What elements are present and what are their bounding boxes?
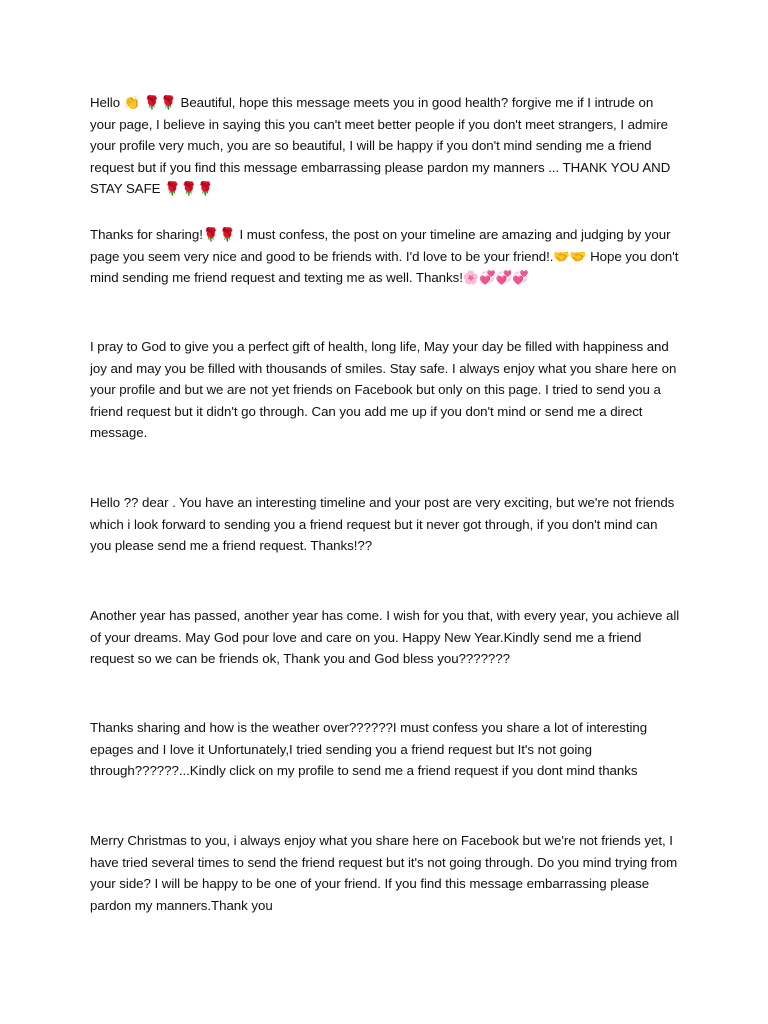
paragraph-3: I pray to God to give you a perfect gift of health, long life, May your day be filled with happiness and joy and may you be filled with thousands of smiles. Stay safe. I always enjoy what you share here on your profile and but we are not yet friends on Facebook but only on this page. I tried to send you a friend request but it didn't go through. Can you add me up if you don't mind or send me a direct message. bbox=[90, 339, 677, 440]
paragraph-4: Hello ?? dear . You have an interesting timeline and your post are very exciting, but we're not friends which i look forward to sending you a friend request but it never got through, if you don't mind can you please send me a friend request. Thanks!?? bbox=[90, 495, 675, 553]
paragraph-1: Hello 👏 🌹🌹 Beautiful, hope this message meets you in good health? forgive me if I intrude on your page, I believe in saying this you can't meet better people if you don't meet strangers, I admire your profile very much, you are so beautiful, I will be happy if you don't mind sending me a friend request but if you find this message embarrassing please pardon my manners ... THANK YOU AND STAY SAFE 🌹🌹🌹 bbox=[90, 95, 671, 196]
paragraph-6: Thanks sharing and how is the weather over??????I must confess you share a lot of interesting epages and I love it Unfortunately,I tried sending you a friend request but It's not going through??????...Kindly click on my profile to send me a friend request if you dont mind thanks bbox=[90, 720, 648, 778]
paragraph-5: Another year has passed, another year has come. I wish for you that, with every year, you achieve all of your dreams. May God pour love and care on you. Happy New Year.Kindly send me a friend request so we can be friends ok, Thank you and God bless you??????? bbox=[90, 608, 680, 666]
paragraph-7: Merry Christmas to you, i always enjoy what you share here on Facebook but we're not friends yet, I have tried several times to send the friend request but it's not going through. Do you mind trying from your side? I will be happy to be one of your friend. If you find this message embarrassing please pardon my manners.Thank you bbox=[90, 833, 678, 913]
paragraph-2: Thanks for sharing!🌹🌹 I must confess, the post on your timeline are amazing and judging by your page you seem very nice and good to be friends with. I'd love to be your friend!.🤝🤝 Hope you don't mind sending me friend request and texting me as well. Thanks!🌸💞💞💞 bbox=[90, 227, 679, 285]
